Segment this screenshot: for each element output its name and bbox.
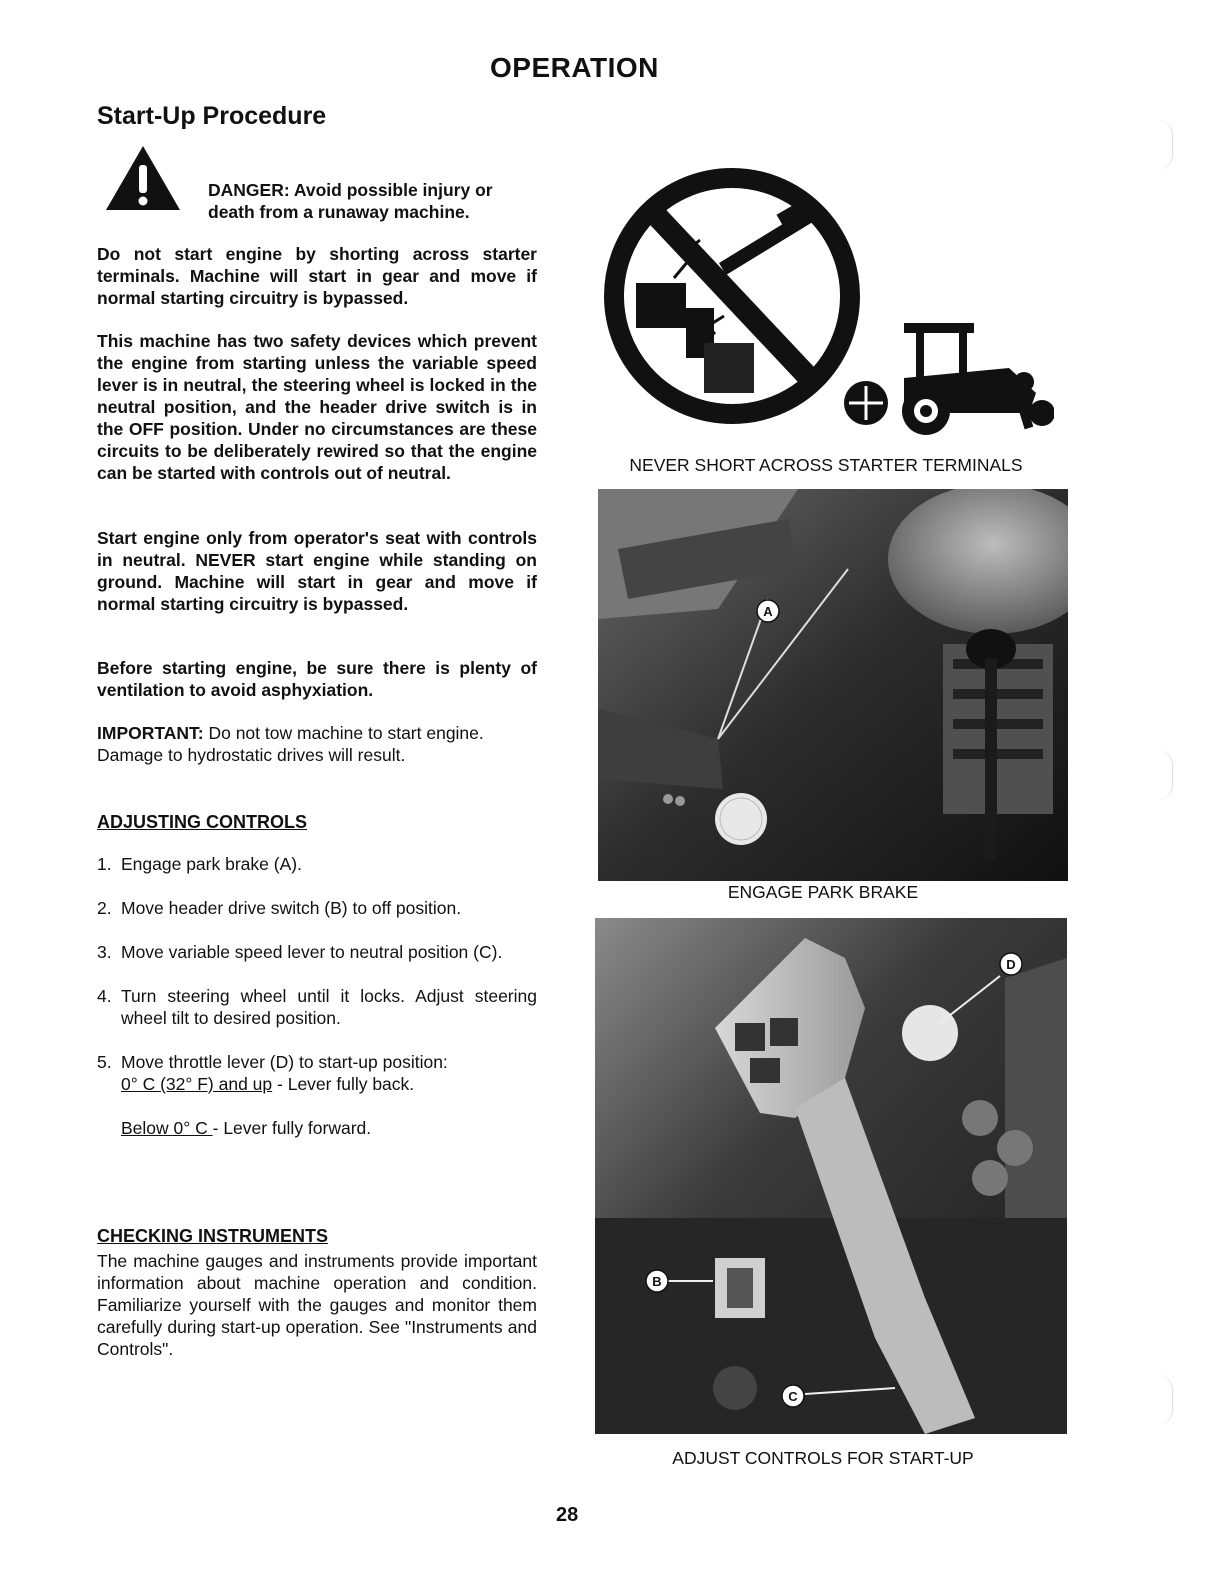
- callout-label: B: [652, 1274, 662, 1289]
- step-text: Move throttle lever (D) to start-up position:: [121, 1052, 448, 1072]
- important-label: IMPORTANT:: [97, 723, 204, 743]
- no-shorting-pictogram: [604, 168, 1054, 453]
- temperature-above-zero: [121, 1074, 414, 1094]
- important-note: [97, 722, 537, 766]
- step-text: Move variable speed lever to neutral position (C).: [121, 942, 503, 962]
- callout-b: [646, 1270, 668, 1292]
- danger-message: DANGER: Avoid possible injury or death from a runaway machine.: [208, 180, 493, 222]
- warning-paragraph-ventilation: Before starting engine, be sure there is plenty of ventilation to avoid asphyxiation.: [97, 658, 537, 700]
- important-text: Do not tow machine to start engine. Damage to hydrostatic drives will result.: [97, 723, 484, 765]
- list-item: [97, 853, 537, 875]
- adjusting-controls-heading: ADJUSTING CONTROLS: [97, 812, 308, 832]
- figure-caption: ENGAGE PARK BRAKE: [727, 882, 919, 902]
- step-number: 2.: [97, 898, 112, 918]
- figure-caption: NEVER SHORT ACROSS STARTER TERMINALS: [629, 455, 1023, 475]
- warning-triangle-icon: [104, 143, 182, 213]
- callout-c: [782, 1385, 804, 1407]
- callout-label: C: [788, 1389, 798, 1404]
- step-text: Move header drive switch (B) to off position.: [121, 898, 462, 918]
- binding-hole-mark: [1158, 1375, 1173, 1425]
- binding-hole-mark: [1158, 120, 1173, 170]
- warning-paragraph-shorting: Do not start engine by shorting across starter terminals. Machine will start in gear and move if normal starting circuitry is bypassed.: [97, 244, 537, 308]
- step-number: 3.: [97, 942, 112, 962]
- park-brake-photo: [598, 489, 1068, 881]
- temperature-label: 0° C (32° F) and up: [121, 1074, 273, 1094]
- list-item: [97, 941, 537, 963]
- adjusting-steps-list: [97, 853, 537, 1139]
- temperature-instruction: - Lever fully forward.: [212, 1118, 372, 1138]
- step-text: Engage park brake (A).: [121, 854, 302, 874]
- list-item: [97, 985, 537, 1029]
- temperature-below-zero: [121, 1117, 537, 1139]
- warning-paragraph-safety-devices: This machine has two safety devices which prevent the engine from starting unless the variable speed lever is in neutral, the steering wheel is locked in the neutral position, and the header drive switch is in the OFF position. Under no circumstances are these circuits to be deliberately rewired so that the engine can be started with controls out of neutral.: [97, 331, 537, 483]
- step-number: 4.: [97, 986, 112, 1006]
- checking-instruments-heading: CHECKING INSTRUMENTS: [97, 1226, 329, 1246]
- step-number: 5.: [97, 1052, 112, 1072]
- checking-instruments-text: The machine gauges and instruments provide important information about machine operation and condition. Familiarize yourself with the gauges and monitor them carefully during start-up operation. See "Instruments and Controls".: [97, 1251, 537, 1359]
- page-number: 28: [556, 1504, 579, 1526]
- section-title: OPERATION: [490, 52, 659, 83]
- callout-a: [757, 600, 779, 622]
- temperature-label: Below 0° C: [121, 1118, 213, 1138]
- callout-label: D: [1006, 957, 1016, 972]
- step-number: 1.: [97, 854, 112, 874]
- controls-photo: [595, 918, 1067, 1434]
- figure-caption: ADJUST CONTROLS FOR START-UP: [672, 1448, 974, 1468]
- warning-paragraph-operator-seat: Start engine only from operator's seat with controls in neutral. NEVER start engine while standing on ground. Machine will start in gear and move if normal starting circuitry is bypassed.: [97, 528, 537, 614]
- binding-hole-mark: [1158, 750, 1173, 800]
- step-text: Turn steering wheel until it locks. Adjust steering wheel tilt to desired position.: [121, 986, 537, 1028]
- list-item: [97, 897, 537, 919]
- callout-label: A: [763, 604, 773, 619]
- callout-d: [1000, 953, 1022, 975]
- temperature-instruction: - Lever fully back.: [272, 1074, 415, 1094]
- page-title: Start-Up Procedure: [97, 102, 327, 130]
- list-item: [97, 1051, 537, 1139]
